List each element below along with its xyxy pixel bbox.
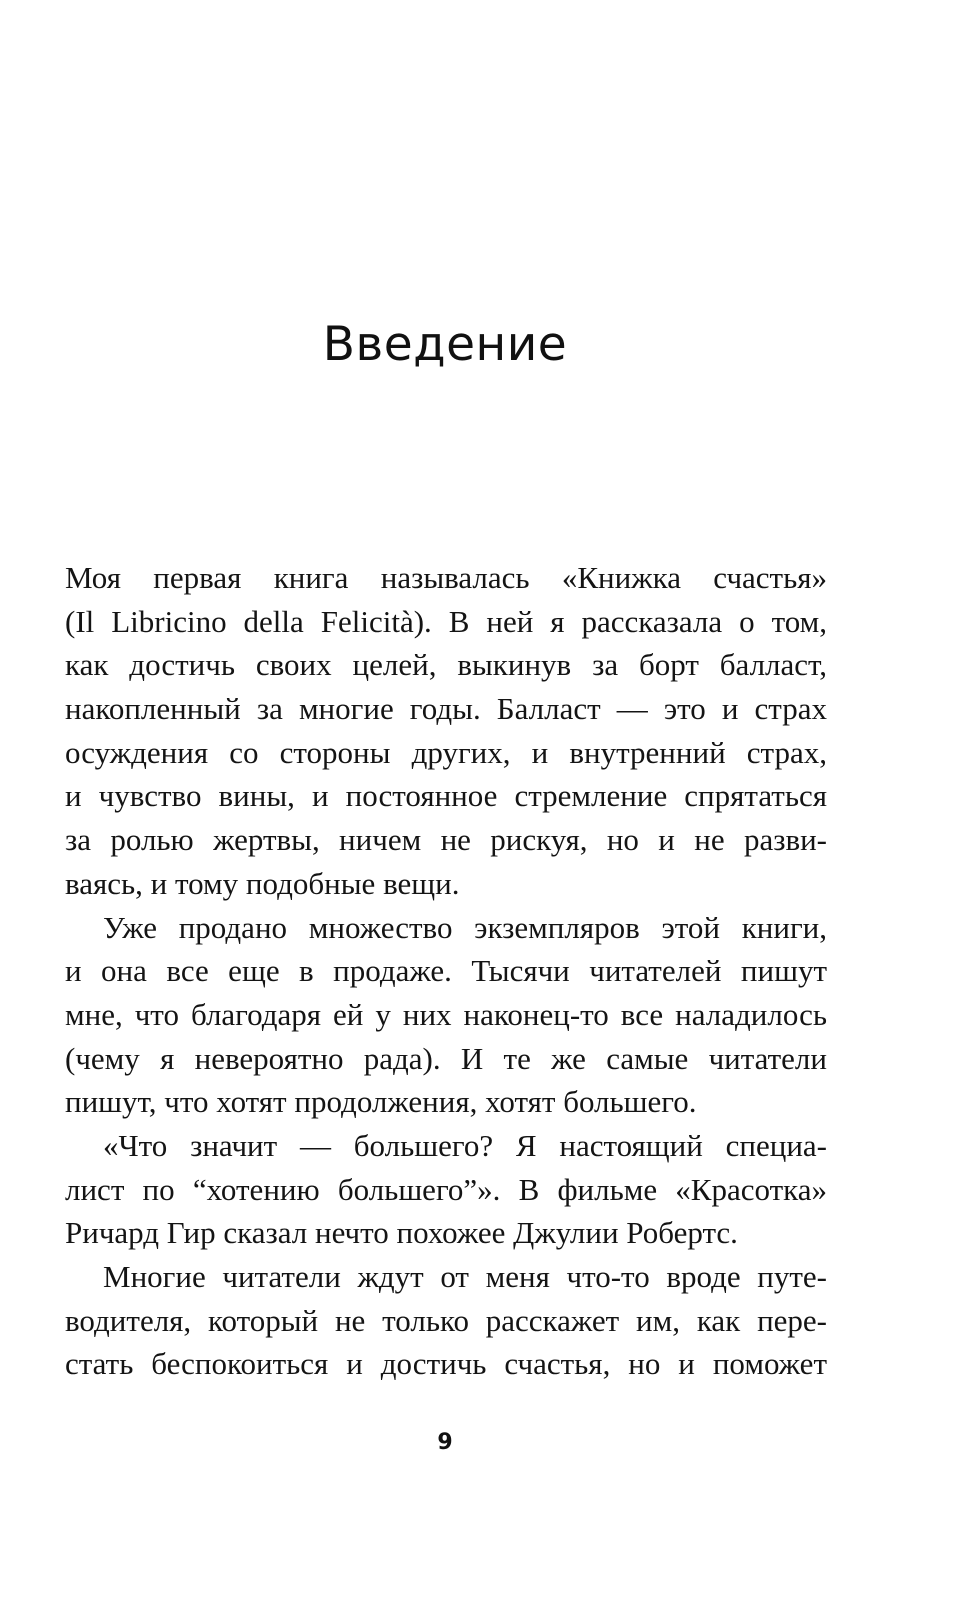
text-line: накопленный за многие годы. Балласт — это и страх — [65, 691, 827, 727]
text-line: как достичь своих целей, выкинув за борт балласт, — [65, 647, 827, 683]
text-line: Ричард Гир сказал нечто похожее Джулии Робертс. — [65, 1215, 738, 1251]
text-line: мне, что благодаря ей у них наконец-то все наладилось — [65, 996, 827, 1032]
text-line: (чему я невероятно рада). И те же самые читатели — [65, 1040, 827, 1076]
text-line: Уже продано множество экземпляров этой книги, — [103, 909, 827, 945]
page-number: 9 — [437, 1430, 453, 1455]
text-line: водителя, который не только расскажет им, как пере- — [65, 1302, 827, 1338]
text-line: осуждения со стороны других, и внутренний страх, — [65, 734, 827, 770]
text-line: пишут, что хотят продолжения, хотят большего. — [65, 1084, 697, 1120]
text-line: ваясь, и тому подобные вещи. — [65, 865, 460, 901]
text-line: стать беспокоиться и достичь счастья, но и поможет — [65, 1346, 827, 1382]
text-line: за ролью жертвы, ничем не рискуя, но и не разви- — [65, 822, 827, 858]
text-line: Моя первая книга называлась «Книжка счастья» — [65, 560, 827, 595]
text-line: Многие читатели ждут от меня что-то вроде путе- — [103, 1259, 827, 1294]
text-line: (Il Libricino della Felicità). В ней я рассказала о том, — [65, 603, 827, 639]
body-text — [65, 556, 827, 1386]
text-line: лист по “хотению большего”». В фильме «Красотка» — [65, 1171, 827, 1207]
text-line: и чувство вины, и постоянное стремление спрятаться — [65, 778, 827, 814]
text-line: и она все еще в продаже. Тысячи читателей пишут — [65, 953, 827, 989]
text-line: «Что значит — большего? Я настоящий специа- — [103, 1127, 827, 1163]
chapter-title: Введение — [322, 317, 568, 373]
